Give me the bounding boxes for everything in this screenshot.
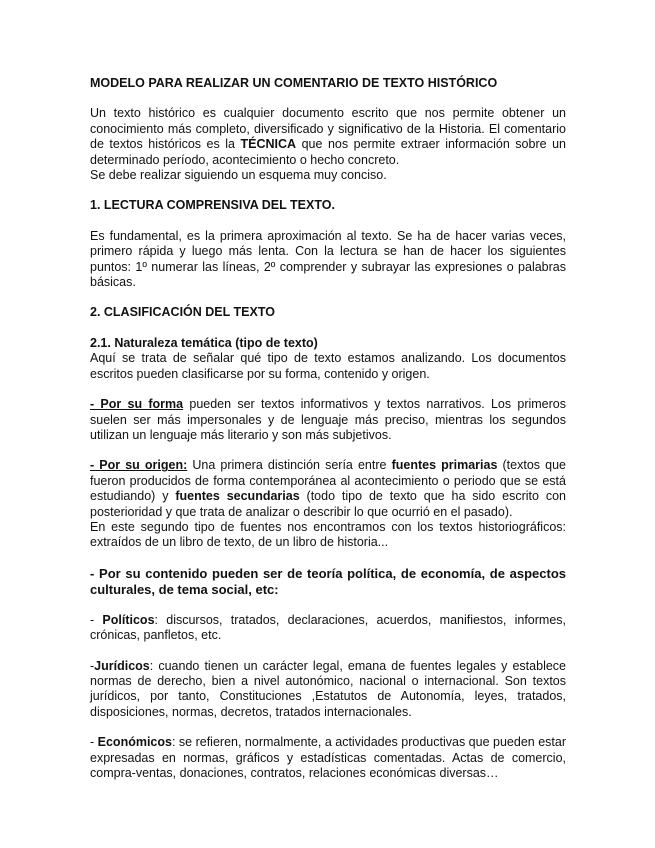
origen-label: - Por su origen: [90,458,188,473]
section-1-paragraph: Es fundamental, es la primera aproximación al texto. Se ha de hacer varias veces, primero rápida y luego más lenta. Con la lectura se han de hacer los siguientes puntos: 1º numerar las líneas, 2º comprender y subrayar las expresiones o palabras básicas. [90,228,566,290]
economicos-paragraph: - Económicos: se refieren, normalmente, a actividades productivas que pueden estar expresadas en normas, gráficos y estadísticas comentadas. Actas de comercio, compra-ventas, donaciones, contratos, relaciones económicas diversas… [90,735,566,780]
juridicos-label: Jurídicos [94,658,150,673]
section-1-heading: 1. LECTURA COMPRENSIVA DEL TEXTO. [90,198,335,213]
politicos-paragraph: - Políticos: discursos, tratados, declaraciones, acuerdos, manifiestos, informes, crónicas, panfletos, etc. [90,612,567,643]
origen-paragraph: - Por su origen: Una primera distinción sería entre fuentes primarias (textos que fueron producidos de forma contemporánea al acontecimiento o periodo que se está estudiando) y fuentes secundarias (todo tipo de texto que ha sido escrito con posterioridad y que trata de analizar o describir lo que ocurrió en el pasado). [90,458,566,519]
economicos-label: Económicos [97,735,172,750]
contenido-heading: - Por su contenido pueden ser de teoría política, de economía, de aspectos culturales, de tema social, etc: [90,565,566,597]
forma-label: - Por su forma [90,397,184,412]
intro-paragraph: Un texto histórico es cualquier documento escrito que nos permite obtener un conocimiento más completo, diversificado y significativo de la Historia. El comentario de textos históricos es la TÉCNICA que nos permite extraer información sobre un determinado período, acontecimiento o hecho concreto. [90,106,566,167]
document-page [90,76,566,781]
juridicos-paragraph: -Jurídicos: cuando tienen un carácter legal, emana de fuentes legales y establece normas de derecho, bien a nivel autonómico, nacional o internacional. Son textos jurídicos, por tanto, Constituciones ,Estatutos de Autonomía, leyes, tratados, disposiciones, normas, decretos, tratados internacionales. [90,658,566,719]
fuentes-primarias-term: fuentes primarias [391,458,498,473]
subsection-2-1-heading: 2.1. Naturaleza temática (tipo de texto) [90,335,318,350]
forma-paragraph: - Por su forma pueden ser textos informativos y textos narrativos. Los primeros suelen ser más impersonales y de lenguaje más preciso, mientras los segundos utilizan un lenguaje más literario y son más subjetivos. [90,397,566,442]
intro-note: Se debe realizar siguiendo un esquema muy conciso. [90,168,387,183]
fuentes-secundarias-term: fuentes secundarias [175,489,300,504]
politicos-label: Políticos [102,612,155,627]
tecnica-term: TÉCNICA [240,137,297,152]
origen-note: En este segundo tipo de fuentes nos encontramos con los textos historiográficos: extraídos de un libro de texto, de un libro de historia... [90,519,566,550]
subsection-2-1-paragraph: Aquí se trata de señalar qué tipo de texto estamos analizando. Los documentos escritos pueden clasificarse por su forma, contenido y origen. [90,351,566,381]
document-title: MODELO PARA REALIZAR UN COMENTARIO DE TEXTO HISTÓRICO [90,76,498,90]
section-2-heading: 2. CLASIFICACIÓN DEL TEXTO [90,305,275,320]
